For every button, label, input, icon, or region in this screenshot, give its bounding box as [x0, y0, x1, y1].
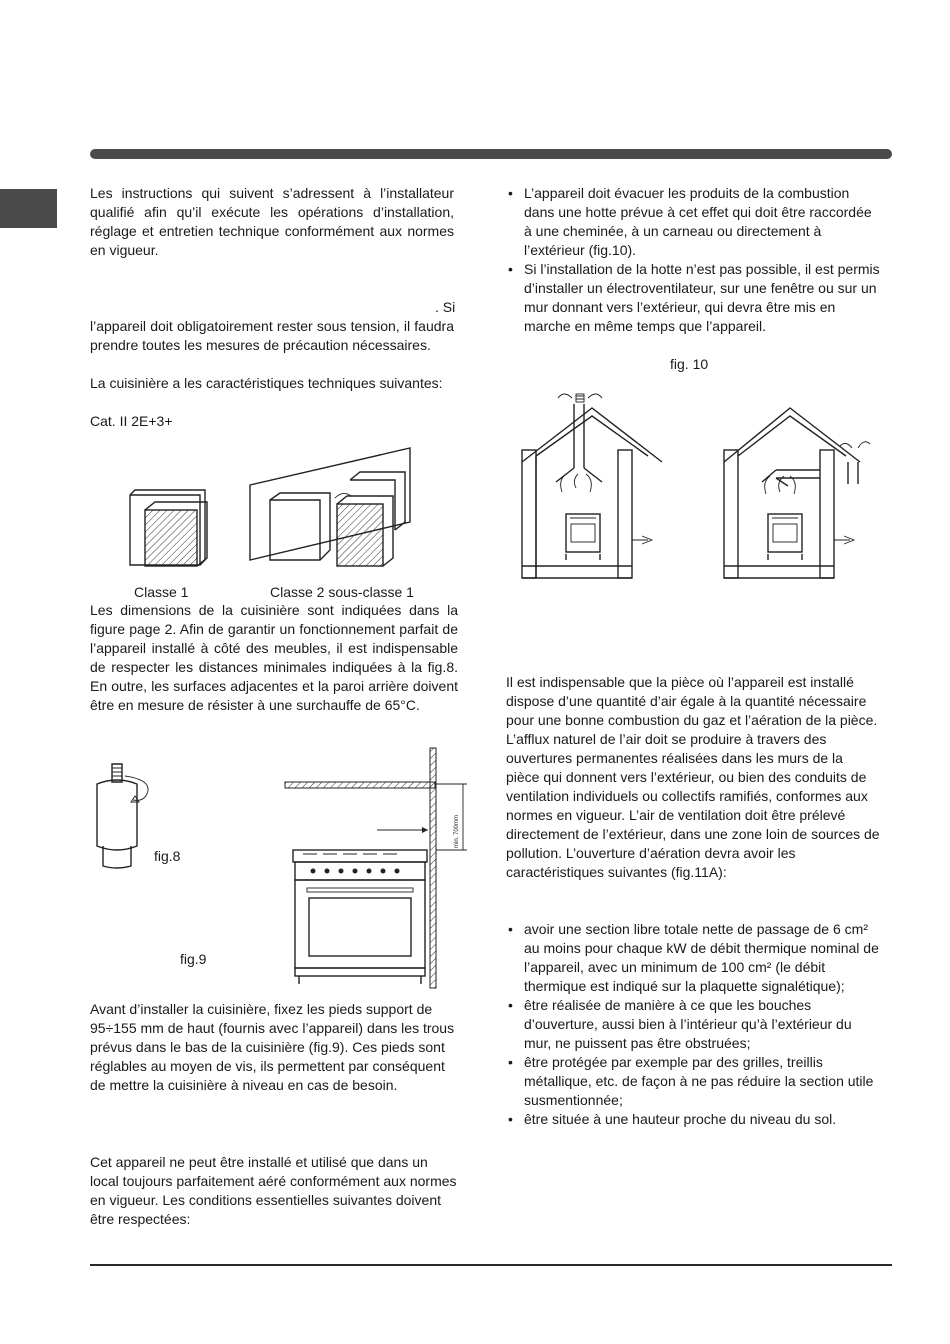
feet-paragraph: Avant d’installer la cuisinière, fixez les pieds support de 95÷155 mm de haut (fournis avec l’appareil) dans les trous prévus dans le bas de la cuisinière (fig.9). Ces pieds sont réglables au moyen de vis, ils permettent par conséquent de mettre la cuisinière à niveau en cas de besoin.: [90, 1001, 455, 1093]
intro-paragraph: Les instructions qui suivent s’adressent à l’installateur qualifié afin qu’il exécute les opérations d’installation, réglage et entretien technique conformément aux normes en vigueur.: [90, 185, 454, 258]
installation-class-diagram: [125, 460, 415, 590]
opening-requirements-list: [506, 920, 882, 1129]
list-item: • Si l’installation de la hotte n’est pas possible, il est permis d’installer un électroventilateur, sur une fenêtre ou sur un mur donnant vers l’extérieur, qui devra être mis en marche en même temps que l’appareil.: [506, 260, 880, 336]
list-item: • avoir une section libre totale nette de passage de 6 cm² au moins pour chaque kW de débit thermique nominal de l’appareil, avec un minimum de 100 cm² (le débit thermique est indiqué sur la plaquette signalétique);: [506, 920, 882, 996]
classe-1-label: Classe 1: [134, 584, 189, 600]
cooker-distance-figure: [285, 748, 470, 993]
footer-rule: [90, 1264, 892, 1266]
list-item: • être située à une hauteur proche du niveau du sol.: [506, 1110, 882, 1129]
list-item: • être réalisée de manière à ce que les bouches d’ouverture, aussi bien à l’intérieur qu’à l’extérieur du mur, ne puissent pas être obstruées;: [506, 996, 882, 1053]
fig-10-label: fig. 10: [670, 356, 709, 372]
list-item: • L’appareil doit évacuer les produits de la combustion dans une hotte prévue à cet effet qui doit être raccordée à une cheminée, à un carneau ou directement à l’extérieur (fig.10).: [506, 184, 880, 260]
air-supply-paragraph: Il est indispensable que la pièce où l’appareil est installé dispose d’une quantité d’air égale à la quantité nécessaire pour une bonne combustion du gaz et l’aération de la pièce. L’afflux naturel de l’air doit se produire à travers des ouvertures permanentes réalisées dans les murs de la pièce qui donnent vers l’extérieur, ou bien des conduits de ventilation individuels ou collectifs ramifiés, conformes aux normes en vigueur. L’air de ventilation doit être prélevé directement de l’extérieur, dans une zone loin de sources de pollution. L’ouverture d’aération devra avoir les caractéristiques suivantes (fig.11A):: [506, 674, 880, 880]
power-note-tail: . Si: [435, 299, 456, 315]
characteristics-paragraph: La cuisinière a les caractéristiques techniques suivantes:: [90, 375, 443, 391]
power-note-paragraph: l’appareil doit obligatoirement rester sous tension, il faudra prendre toutes les mesures de précaution nécessaires.: [90, 318, 454, 353]
exhaust-bullet-list: [506, 184, 880, 336]
category-text: Cat. II 2E+3+: [90, 413, 173, 429]
ventilation-intro-paragraph: Cet appareil ne peut être installé et utilisé que dans un local toujours parfaitement aéré conformément aux normes en vigueur. Les conditions essentielles suivantes doivent être respectées:: [90, 1154, 457, 1227]
dimensions-paragraph: Les dimensions de la cuisinière sont indiquées dans la figure page 2. Afin de garantir un fonctionnement parfait de l’appareil installé à côté des meubles, il est indispensable de respecter les distances minimales indiquées à la fig.8. En outre, les surfaces adjacentes et la paroi arrière doivent être en mesure de résister à une surchauffe de 65°C.: [90, 602, 458, 713]
fig-8-label: fig.8: [154, 848, 181, 864]
list-item: • être protégée par exemple par des grilles, treillis métallique, etc. de façon à ne pas réduire la section utile susmentionnée;: [506, 1053, 882, 1110]
language-tab: [0, 189, 57, 228]
min-700mm-label: min. 700mm: [454, 814, 460, 848]
house-ventilation-figure: [518, 388, 873, 583]
header-bar: [90, 149, 892, 159]
fig-9-label: fig.9: [180, 951, 207, 967]
classe-2-label: Classe 2 sous-classe 1: [270, 584, 414, 600]
